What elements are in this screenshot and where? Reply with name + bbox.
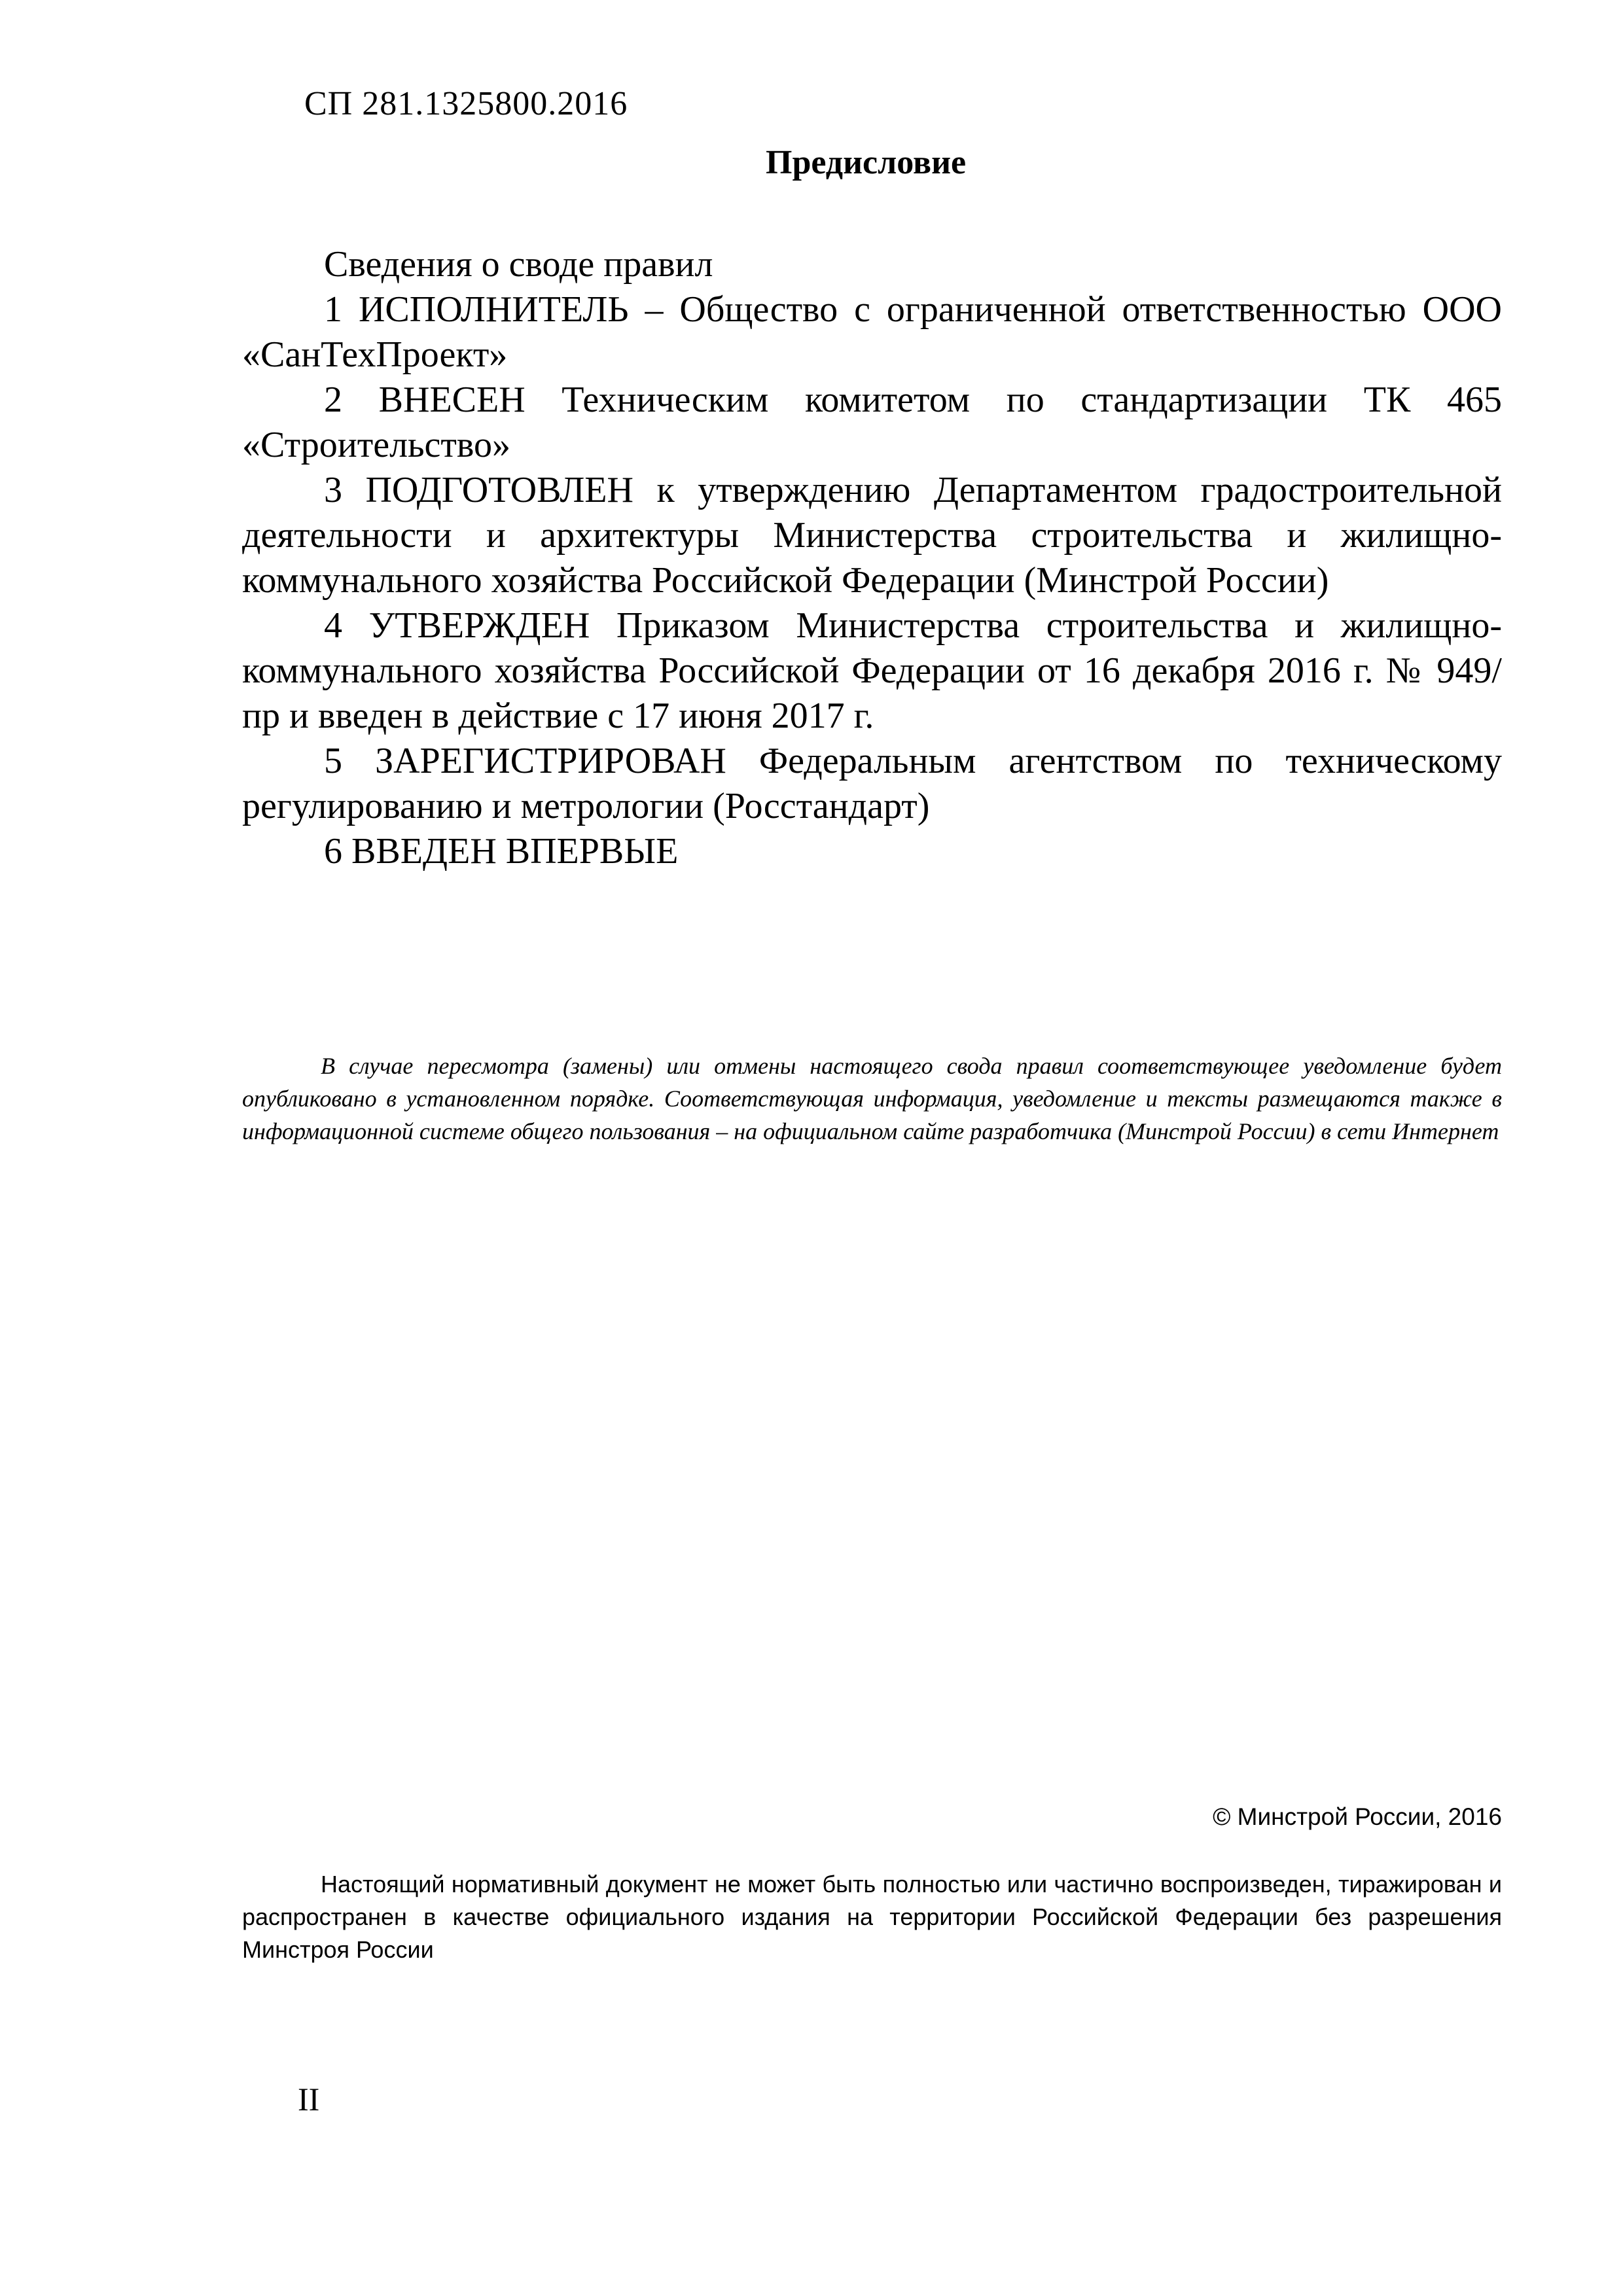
document-code: СП 281.1325800.2016 [304, 85, 628, 122]
preface-item-introduced: 6 ВВЕДЕН ВПЕРВЫЕ [324, 831, 679, 872]
reproduction-rights: Настоящий нормативный документ не может быть полностью или частично воспроизведен, тиражирован и распространен в качестве официального издания на территории Российской Федерации без разрешения Минстроя России [242, 1871, 1502, 1963]
preface-item-approved: 4 УТВЕРЖДЕН Приказом Министерства строительства и жилищно-коммунального хозяйства Российской Федерации от 16 декабря 2016 г. № 949/пр и введен в действие с 17 июня 2017 г. [242, 605, 1502, 736]
revision-notice: В случае пересмотра (замены) или отмены настоящего свода правил соответствующее уведомление будет опубликовано в установленном порядке. Соответствующая информация, уведомление и тексты размещаются также в информационной системе общего пользования – на официальном сайте разработчика (Минстрой России) в сети Интернет [242, 1053, 1502, 1144]
preface-item-prepared: 3 ПОДГОТОВЛЕН к утверждению Департаментом градостроительной деятельности и архитектуры Министерства строительства и жилищно-коммунального хозяйства Российской Федерации (Минстрой России) [242, 470, 1502, 601]
preface-item-submitted: 2 ВНЕСЕН Техническим комитетом по стандартизации ТК 465 «Строительство» [242, 380, 1502, 465]
page-number: II [298, 2081, 320, 2117]
page-title: Предисловие [766, 144, 967, 181]
preface-item-registered: 5 ЗАРЕГИСТРИРОВАН Федеральным агентством по техническому регулированию и метрологии (Росстандарт) [242, 741, 1502, 826]
preface-section [242, 242, 1502, 874]
preface-item-executor: 1 ИСПОЛНИТЕЛЬ – Общество с ограниченной ответственностью ООО «СанТехПроект» [242, 289, 1502, 375]
copyright-notice: © Минстрой России, 2016 [1213, 1803, 1502, 1830]
preface-intro: Сведения о своде правил [324, 244, 713, 285]
